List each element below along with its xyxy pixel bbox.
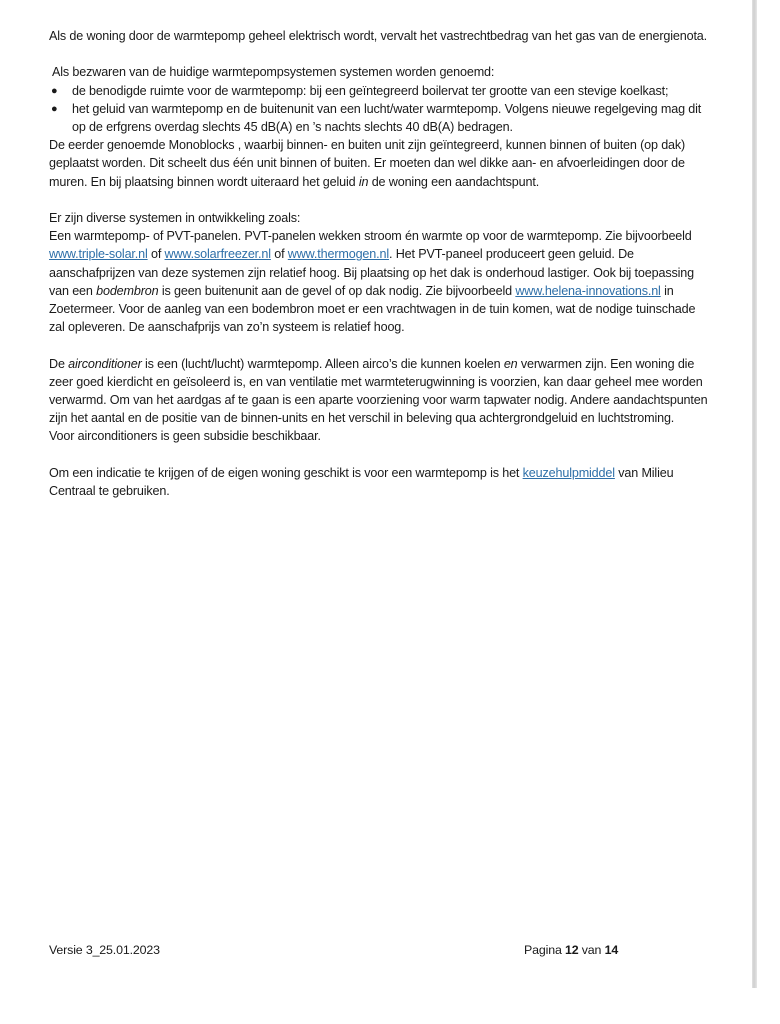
- total-pages: 14: [604, 943, 619, 957]
- paragraph-indication: Om een indicatie te krijgen of de eigen woning geschikt is voor een warmtepomp is het keuzehulpmiddel van Milieu Centraal te gebruiken.: [49, 465, 674, 499]
- document-body: [49, 27, 709, 500]
- paragraph-no-subsidy: Voor airconditioners is geen subsidie beschikbaar.: [49, 429, 321, 444]
- systems-intro: Er zijn diverse systemen in ontwikkeling zoals:: [49, 211, 301, 225]
- paragraph-pvt-systems: Een warmtepomp- of PVT-panelen. PVT-panelen wekken stroom én warmte op voor de warmtepomp. Zie bijvoorbeeld www.triple-solar.nl of www.solarfreezer.nl of www.thermogen.nl. Het PVT-paneel produceert geen geluid. De aanschafprijzen van deze systemen zijn relatief hoog. Bij plaatsing op het dak is onderhoud lastiger. Ook bij toepassing van een bodembron is geen buitenunit aan de gevel of op dak nodig. Zie bijvoorbeeld www.helena-innovations.nl in Zoetermeer. Voor de aanleg van een bodembron moet er een vrachtwagen in de tuin komen, wat de nodige tuinschade zal opleveren. De aanschafprijs van zo’n systeem is relatief hoog.: [49, 229, 696, 335]
- paragraph-airconditioner: De airconditioner is een (lucht/lucht) warmtepomp. Alleen airco’s die kunnen koelen en verwarmen zijn. Een woning die zeer goed kierdicht en geïsoleerd is, en van ventilatie met warmteterugwinning is voorzien, kan daar geheel mee worden verwarmd. Om van het aardgas af te gaan is een aparte voorziening voor warm tapwater nodig. Andere aandachtspunten zijn het aantal en de positie van de binnen-units en het verschil in beleving qua achtergrondgeluid en luchtstroming.: [49, 356, 708, 426]
- objections-intro: Als bezwaren van de huidige warmtepompsystemen systemen worden genoemd:: [52, 65, 495, 80]
- footer-version: Versie 3_25.01.2023: [49, 943, 160, 957]
- link-helena-innovations[interactable]: www.helena-innovations.nl: [515, 283, 661, 298]
- bullet-icon: ●: [51, 84, 58, 97]
- current-page: 12: [564, 943, 579, 957]
- list-item: ● de benodigde ruimte voor de warmtepomp: bij een geïntegreerd boilervat ter grootte van een stevige koelkast;: [49, 82, 709, 100]
- link-triple-solar[interactable]: www.triple-solar.nl: [49, 247, 148, 262]
- page-edge-scrollbar: [752, 0, 757, 988]
- paragraph-gas-fixed-charge: Als de woning door de warmtepomp geheel elektrisch wordt, vervalt het vastrechtbedrag van het gas van de energienota.: [49, 29, 708, 43]
- paragraph-monoblocks: De eerder genoemde Monoblocks , waarbij binnen- en buiten unit zijn geïntegreerd, kunnen binnen of buiten (op dak) geplaatst worden. Dit scheelt dus één unit binnen of buiten. Er moeten dan wel dikke aan- en afvoerleidingen door de muren. En bij plaatsing binnen wordt uiteraard het geluid in de woning een aandachtspunt.: [49, 138, 686, 189]
- link-thermogen[interactable]: www.thermogen.nl: [287, 247, 389, 262]
- link-keuzehulpmiddel[interactable]: keuzehulpmiddel: [522, 465, 615, 480]
- footer-page-number: Pagina 12 van 14: [524, 943, 619, 957]
- bullet-icon: ●: [51, 102, 58, 115]
- objections-list: [49, 82, 709, 137]
- link-solarfreezer[interactable]: www.solarfreezer.nl: [164, 247, 271, 262]
- list-item: ● het geluid van warmtepomp en de buitenunit van een lucht/water warmtepomp. Volgens nieuwe regelgeving mag dit op de erfgrens overdag slechts 45 dB(A) en ’s nachts slechts 40 dB(A) bedragen.: [51, 101, 702, 134]
